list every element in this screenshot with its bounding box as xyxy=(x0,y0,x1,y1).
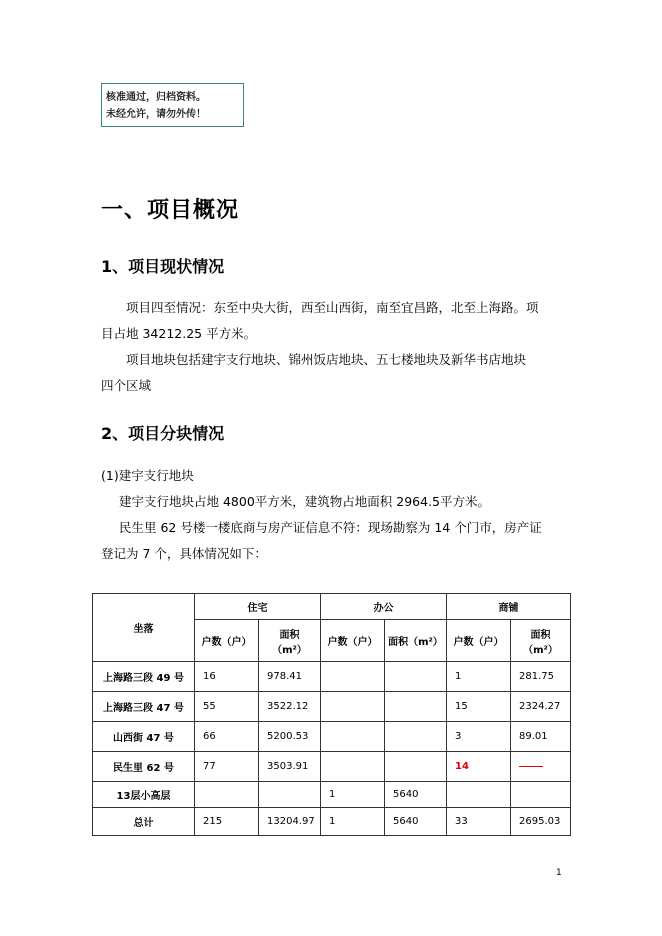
paragraph-minshengli xyxy=(101,515,561,567)
header-shop-area xyxy=(511,620,571,662)
row-shop-area: 89.01 xyxy=(511,722,571,752)
row-residential-households: 55 xyxy=(195,692,259,722)
header-residential-area-l1: 面积 xyxy=(279,629,300,641)
row-shop-households: 15 xyxy=(447,692,511,722)
heading-plot-breakdown: 2、项目分块情况 xyxy=(101,424,225,443)
table-row xyxy=(93,722,571,752)
row-residential-households: 77 xyxy=(195,752,259,782)
page-number: 1 xyxy=(556,868,562,878)
header-residential-households: 户数（户） xyxy=(195,620,259,662)
confidential-notice-box xyxy=(101,83,244,127)
header-office-households: 户数（户） xyxy=(321,620,385,662)
row-residential-households: 16 xyxy=(195,662,259,692)
table-row xyxy=(93,662,571,692)
notice-line-1: 核准通过，归档资料。 xyxy=(106,92,206,103)
row-residential-households xyxy=(195,782,259,808)
subheading-jianyu-plot xyxy=(101,463,561,489)
row-shop-area xyxy=(511,782,571,808)
row-office-households xyxy=(321,692,385,722)
header-shop-area-l2: （m²） xyxy=(523,644,558,656)
header-residential-area-l2: （m²） xyxy=(272,644,307,656)
row-residential-area: 13204.97 xyxy=(259,808,321,836)
red-dash-mark xyxy=(519,766,543,767)
row-residential-area: 978.41 xyxy=(259,662,321,692)
minshengli-line-2: 登记为 7 个，具体情况如下： xyxy=(101,546,267,561)
header-residential-area xyxy=(259,620,321,662)
row-location: 13层小高层 xyxy=(93,782,195,808)
row-shop-households xyxy=(447,782,511,808)
row-office-households xyxy=(321,752,385,782)
row-office-area xyxy=(385,692,447,722)
row-residential-households: 66 xyxy=(195,722,259,752)
header-residential: 住宅 xyxy=(195,594,321,620)
row-residential-area: 3503.91 xyxy=(259,752,321,782)
row-residential-area: 3522.12 xyxy=(259,692,321,722)
table-row xyxy=(93,692,571,722)
plots-line-2: 四个区域 xyxy=(101,378,152,393)
row-office-households: 1 xyxy=(321,808,385,836)
row-office-households: 1 xyxy=(321,782,385,808)
paragraph-boundaries xyxy=(101,295,561,347)
notice-line-2: 未经允许，请勿外传！ xyxy=(106,109,206,120)
row-shop-area: 2324.27 xyxy=(511,692,571,722)
boundaries-line-1: 项目四至情况：东至中央大街，西至山西街，南至宜昌路，北至上海路。项 xyxy=(126,300,539,315)
row-office-households xyxy=(321,662,385,692)
header-office: 办公 xyxy=(321,594,447,620)
row-location: 上海路三段 49 号 xyxy=(93,662,195,692)
plots-line-1: 项目地块包括建宇支行地块、锦州饭店地块、五七楼地块及新华书店地块 xyxy=(126,352,527,367)
row-shop-area xyxy=(511,752,571,782)
header-shop: 商铺 xyxy=(447,594,571,620)
row-location: 山西街 47 号 xyxy=(93,722,195,752)
row-residential-area: 5200.53 xyxy=(259,722,321,752)
row-office-area: 5640 xyxy=(385,808,447,836)
header-shop-households: 户数（户） xyxy=(447,620,511,662)
heading-current-status: 1、项目现状情况 xyxy=(101,257,225,276)
row-shop-area: 2695.03 xyxy=(511,808,571,836)
boundaries-line-2: 目占地 34212.25 平方米。 xyxy=(101,326,257,341)
row-shop-households: 3 xyxy=(447,722,511,752)
row-shop-households-mismatch: 14 xyxy=(447,752,511,782)
row-shop-households: 33 xyxy=(447,808,511,836)
row-shop-households: 1 xyxy=(447,662,511,692)
paragraph-plots xyxy=(101,347,561,399)
table-row xyxy=(93,782,571,808)
row-office-households xyxy=(321,722,385,752)
row-shop-area: 281.75 xyxy=(511,662,571,692)
row-office-area xyxy=(385,752,447,782)
row-office-area xyxy=(385,722,447,752)
header-location: 坐落 xyxy=(93,594,195,662)
row-location: 总计 xyxy=(93,808,195,836)
minshengli-line-1: 民生里 62 号楼一楼底商与房产证信息不符：现场勘察为 14 个门市，房产证 xyxy=(119,520,542,535)
row-office-area: 5640 xyxy=(385,782,447,808)
heading-project-overview: 一、项目概况 xyxy=(101,198,240,223)
table-row xyxy=(93,752,571,782)
row-office-area xyxy=(385,662,447,692)
row-location: 上海路三段 47 号 xyxy=(93,692,195,722)
subheading-jianyu-text: (1)建宇支行地块 xyxy=(101,468,194,483)
header-shop-area-l1: 面积 xyxy=(530,629,551,641)
table-row-total xyxy=(93,808,571,836)
paragraph-jianyu-area xyxy=(101,489,561,515)
row-location: 民生里 62 号 xyxy=(93,752,195,782)
row-residential-households: 215 xyxy=(195,808,259,836)
property-table xyxy=(92,593,571,836)
jianyu-area-text: 建宇支行地块占地 4800平方米，建筑物占地面积 2964.5平方米。 xyxy=(119,494,490,509)
header-office-area: 面积（m²） xyxy=(385,620,447,662)
row-residential-area xyxy=(259,782,321,808)
